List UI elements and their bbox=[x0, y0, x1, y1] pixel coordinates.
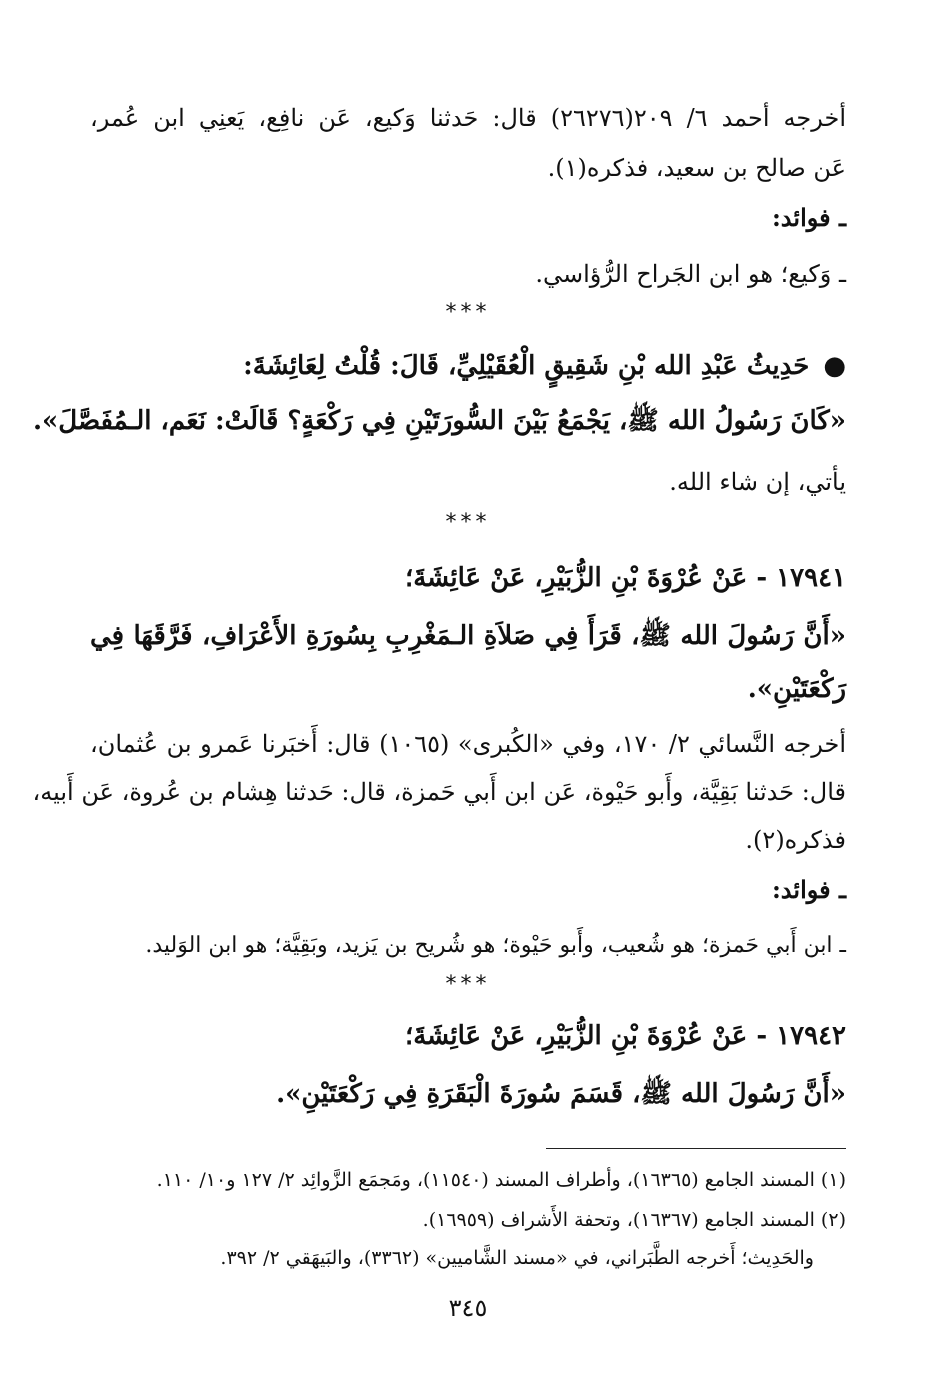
hadith-text-17941: «أَنَّ رَسُولَ الله ﷺ، قَرَأَ فِي صَلاَةِ الـمَغْرِبِ بِسُورَةِ الأَعْرَافِ، فَرَّقَهَا فِي bbox=[90, 621, 846, 651]
footnote: (٢) المسند الجامع (١٦٣٦٧)، وتحفة الأَشراف (١٦٩٥٩). bbox=[422, 1209, 846, 1231]
takhrij-line: أخرجه أحمد ٦/ ٢٠٩(٢٦٢٧٦) قال: حَدثنا وَكيع، عَن نافِع، يَعنِي ابن عُمر، bbox=[90, 104, 847, 132]
hadith-intro-text: حَدِيثُ عَبْدِ الله بْنِ شَقِيقٍ الْعُقَيْلِيِّ، قَالَ: قُلْتُ لِعَائِشَةَ: bbox=[243, 351, 810, 381]
bullet-icon: ● bbox=[823, 351, 846, 381]
takhrij-line: أخرجه النَّسائي ٢/ ١٧٠، وفي «الكُبرى» (١٠٦٥) قال: أَخبَرنا عَمرو بن عُثمان، bbox=[90, 730, 846, 758]
fawaid-heading: ـ فوائد: bbox=[771, 875, 846, 904]
hadith-intro bbox=[90, 348, 846, 384]
fawaid-note: ـ وَكيع؛ هو ابن الجَراح الرُّؤاسي. bbox=[535, 260, 846, 288]
fawaid-heading: ـ فوائد: bbox=[771, 203, 846, 232]
hadith-heading-17942: ١٧٩٤٢ - عَنْ عُرْوَةَ بْنِ الزُّبَيْرِ، عَنْ عَائِشَةَ؛ bbox=[404, 1021, 846, 1051]
footnote-divider bbox=[546, 1148, 846, 1149]
section-separator: *** bbox=[445, 510, 491, 535]
hadith-text-17941: رَكْعَتَيْنِ». bbox=[747, 674, 846, 704]
cross-reference: يأتي، إن شاء الله. bbox=[669, 468, 846, 496]
section-separator: *** bbox=[445, 300, 491, 325]
takhrij-line: قال: حَدثنا بَقِيَّة، وأَبو حَيْوة، عَن ابن أَبي حَمزة، قال: حَدثنا هِشام بن عُروة، عَن أَبيه، bbox=[32, 778, 846, 806]
takhrij-line: عَن صالح بن سعيد، فذكره(١). bbox=[547, 154, 846, 182]
hadith-heading-17941: ١٧٩٤١ - عَنْ عُرْوَةَ بْنِ الزُّبَيْرِ، عَنْ عَائِشَةَ؛ bbox=[404, 563, 846, 593]
section-separator: *** bbox=[445, 972, 491, 997]
hadith-text: «كَانَ رَسُولُ الله ﷺ، يَجْمَعُ بَيْنَ السُّورَتَيْنِ فِي رَكْعَةٍ؟ قَالَتْ: نَعَم، الـمُفَصَّلَ». bbox=[32, 406, 846, 436]
page-number: ٣٤٥ bbox=[448, 1294, 488, 1322]
footnote: والحَدِيث؛ أَخرجه الطَّبَراني، في «مسند الشَّاميين» (٣٣٦٢)، والبَيهَقي ٢/ ٣٩٢. bbox=[220, 1247, 814, 1269]
footnote: (١) المسند الجامع (١٦٣٦٥)، وأطراف المسند (١١٥٤٠)، ومَجمَع الزَّوائِد ٢/ ١٢٧ و١٠/ ١١٠. bbox=[156, 1169, 846, 1191]
fawaid-note: ـ ابن أَبي حَمزة؛ هو شُعيب، وأَبو حَيْوة؛ هو شُريح بن يَزيد، وبَقِيَّة؛ هو ابن الوَليد. bbox=[145, 933, 846, 958]
takhrij-line: فذكره(٢). bbox=[745, 826, 846, 854]
hadith-text-17942: «أَنَّ رَسُولَ الله ﷺ، قَسَمَ سُورَةَ الْبَقَرَةِ فِي رَكْعَتَيْنِ». bbox=[276, 1079, 846, 1109]
